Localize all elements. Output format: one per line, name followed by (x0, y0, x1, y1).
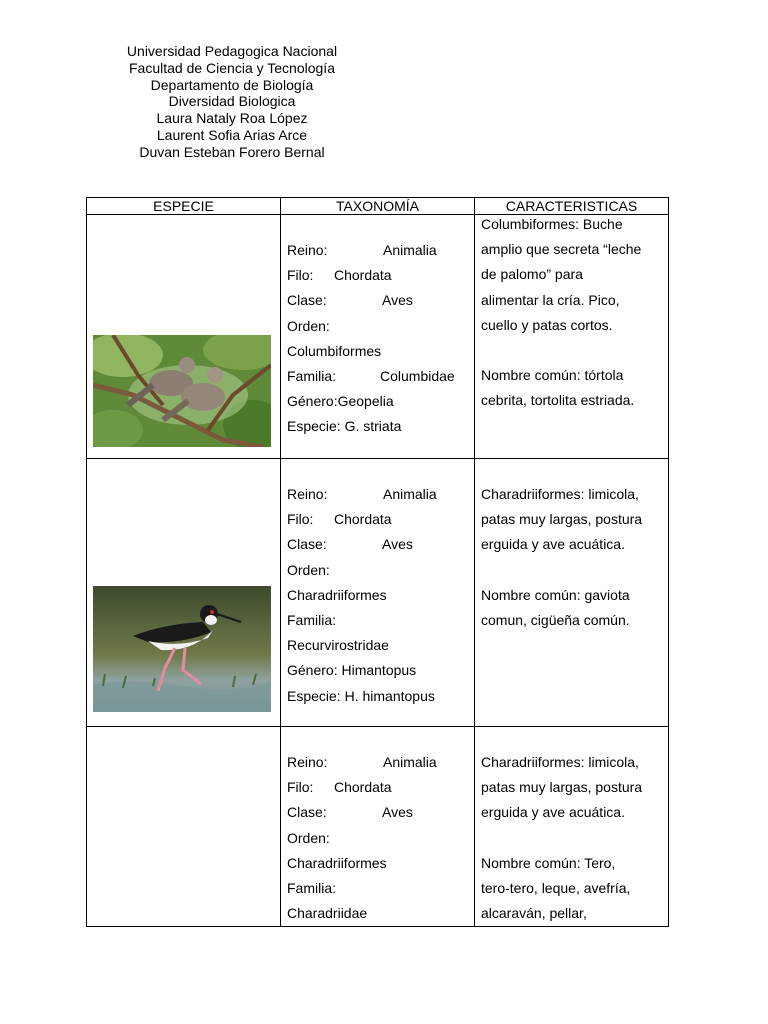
char-line: erguida y ave acuática. (481, 536, 625, 553)
species-table (86, 197, 669, 927)
common-name-line: alcaraván, pellar, (481, 905, 587, 922)
characteristics-cell (475, 727, 669, 927)
familia-label: Familia: (287, 611, 337, 628)
clase-label: Clase: (287, 292, 327, 309)
char-line: amplio que secreta “leche (481, 241, 642, 258)
reino-label: Reino: (287, 242, 328, 258)
reino-label: Reino: (287, 754, 328, 770)
stilt-photo (93, 586, 271, 712)
clase-label: Clase: (287, 804, 327, 821)
clase-value: Aves (382, 292, 413, 309)
orden-value: Columbiformes (287, 342, 382, 359)
author-1: Laura Nataly Roa López (156, 110, 308, 127)
char-line: patas muy largas, postura (481, 511, 643, 528)
orden-value: Charadriiformes (287, 854, 387, 871)
especie-text: Especie: H. himantopus (287, 687, 435, 704)
header-caracteristicas: CARACTERISTICAS (475, 198, 669, 215)
reino-value: Animalia (383, 242, 437, 258)
taxonomy-cell (281, 215, 475, 459)
characteristics-cell (475, 215, 669, 459)
familia-value: Columbidae (380, 367, 455, 384)
orden-value: Charadriiformes (287, 586, 387, 603)
common-name-line: tero-tero, leque, avefría, (481, 880, 631, 896)
department-name: Departamento de Biología (150, 76, 314, 93)
char-line: patas muy largas, postura (481, 779, 643, 796)
document-header (112, 43, 352, 161)
orden-label: Orden: (287, 829, 330, 846)
char-line: erguida y ave acuática. (481, 804, 625, 821)
common-name-line: cebrita, tortolita estriada. (481, 392, 635, 409)
char-line: Charadriiformes: limicola, (481, 754, 639, 770)
filo-value: Chordata (334, 779, 392, 796)
reino-value: Animalia (383, 486, 437, 502)
author-3: Duvan Esteban Forero Bernal (139, 143, 325, 160)
university-name: Universidad Pedagogica Nacional (126, 43, 338, 59)
filo-label: Filo: (287, 267, 314, 284)
char-line: Columbiformes: Buche (481, 216, 623, 232)
zebra-dove-photo (93, 335, 271, 447)
faculty-name: Facultad de Ciencia y Tecnología (129, 59, 335, 76)
species-image-cell (87, 459, 281, 727)
orden-label: Orden: (287, 561, 330, 578)
clase-value: Aves (382, 804, 413, 821)
genero-text: Género: Himantopus (287, 662, 417, 679)
familia-label: Familia: (287, 879, 337, 896)
clase-label: Clase: (287, 536, 327, 553)
genero-text: Género:Geopelia (287, 393, 394, 410)
common-name-line: Nombre común: Tero, (481, 854, 616, 871)
table-row (87, 459, 669, 727)
orden-label: Orden: (287, 317, 330, 334)
header-taxonomia: TAXONOMÍA (281, 198, 475, 215)
species-image-cell (87, 727, 281, 927)
reino-value: Animalia (383, 754, 437, 770)
filo-value: Chordata (334, 267, 392, 284)
table-row (87, 215, 669, 459)
characteristics-cell (475, 459, 669, 727)
species-image-cell (87, 215, 281, 459)
char-line: de palomo” para (481, 266, 583, 283)
author-2: Laurent Sofia Arias Arce (156, 126, 308, 143)
filo-label: Filo: (287, 779, 314, 796)
reino-label: Reino: (287, 486, 328, 502)
familia-value: Recurvirostridae (287, 637, 389, 654)
common-name-line: Nombre común: gaviota (481, 586, 630, 603)
clase-value: Aves (382, 536, 413, 553)
course-name: Diversidad Biologica (168, 93, 296, 110)
common-name-line: Nombre común: tórtola (481, 367, 624, 384)
filo-value: Chordata (334, 511, 392, 528)
especie-text: Especie: G. striata (287, 418, 402, 435)
char-line: cuello y patas cortos. (481, 316, 613, 333)
char-line: alimentar la cría. Pico, (481, 291, 620, 308)
taxonomy-cell (281, 727, 475, 927)
familia-value: Charadriidae (287, 905, 368, 922)
common-name-line: comun, cigüeña común. (481, 612, 630, 628)
header-especie: ESPECIE (87, 198, 281, 215)
table-row (87, 727, 669, 927)
taxonomy-cell (281, 459, 475, 727)
familia-label: Familia: (287, 367, 337, 384)
char-line: Charadriiformes: limicola, (481, 486, 639, 502)
filo-label: Filo: (287, 511, 314, 528)
